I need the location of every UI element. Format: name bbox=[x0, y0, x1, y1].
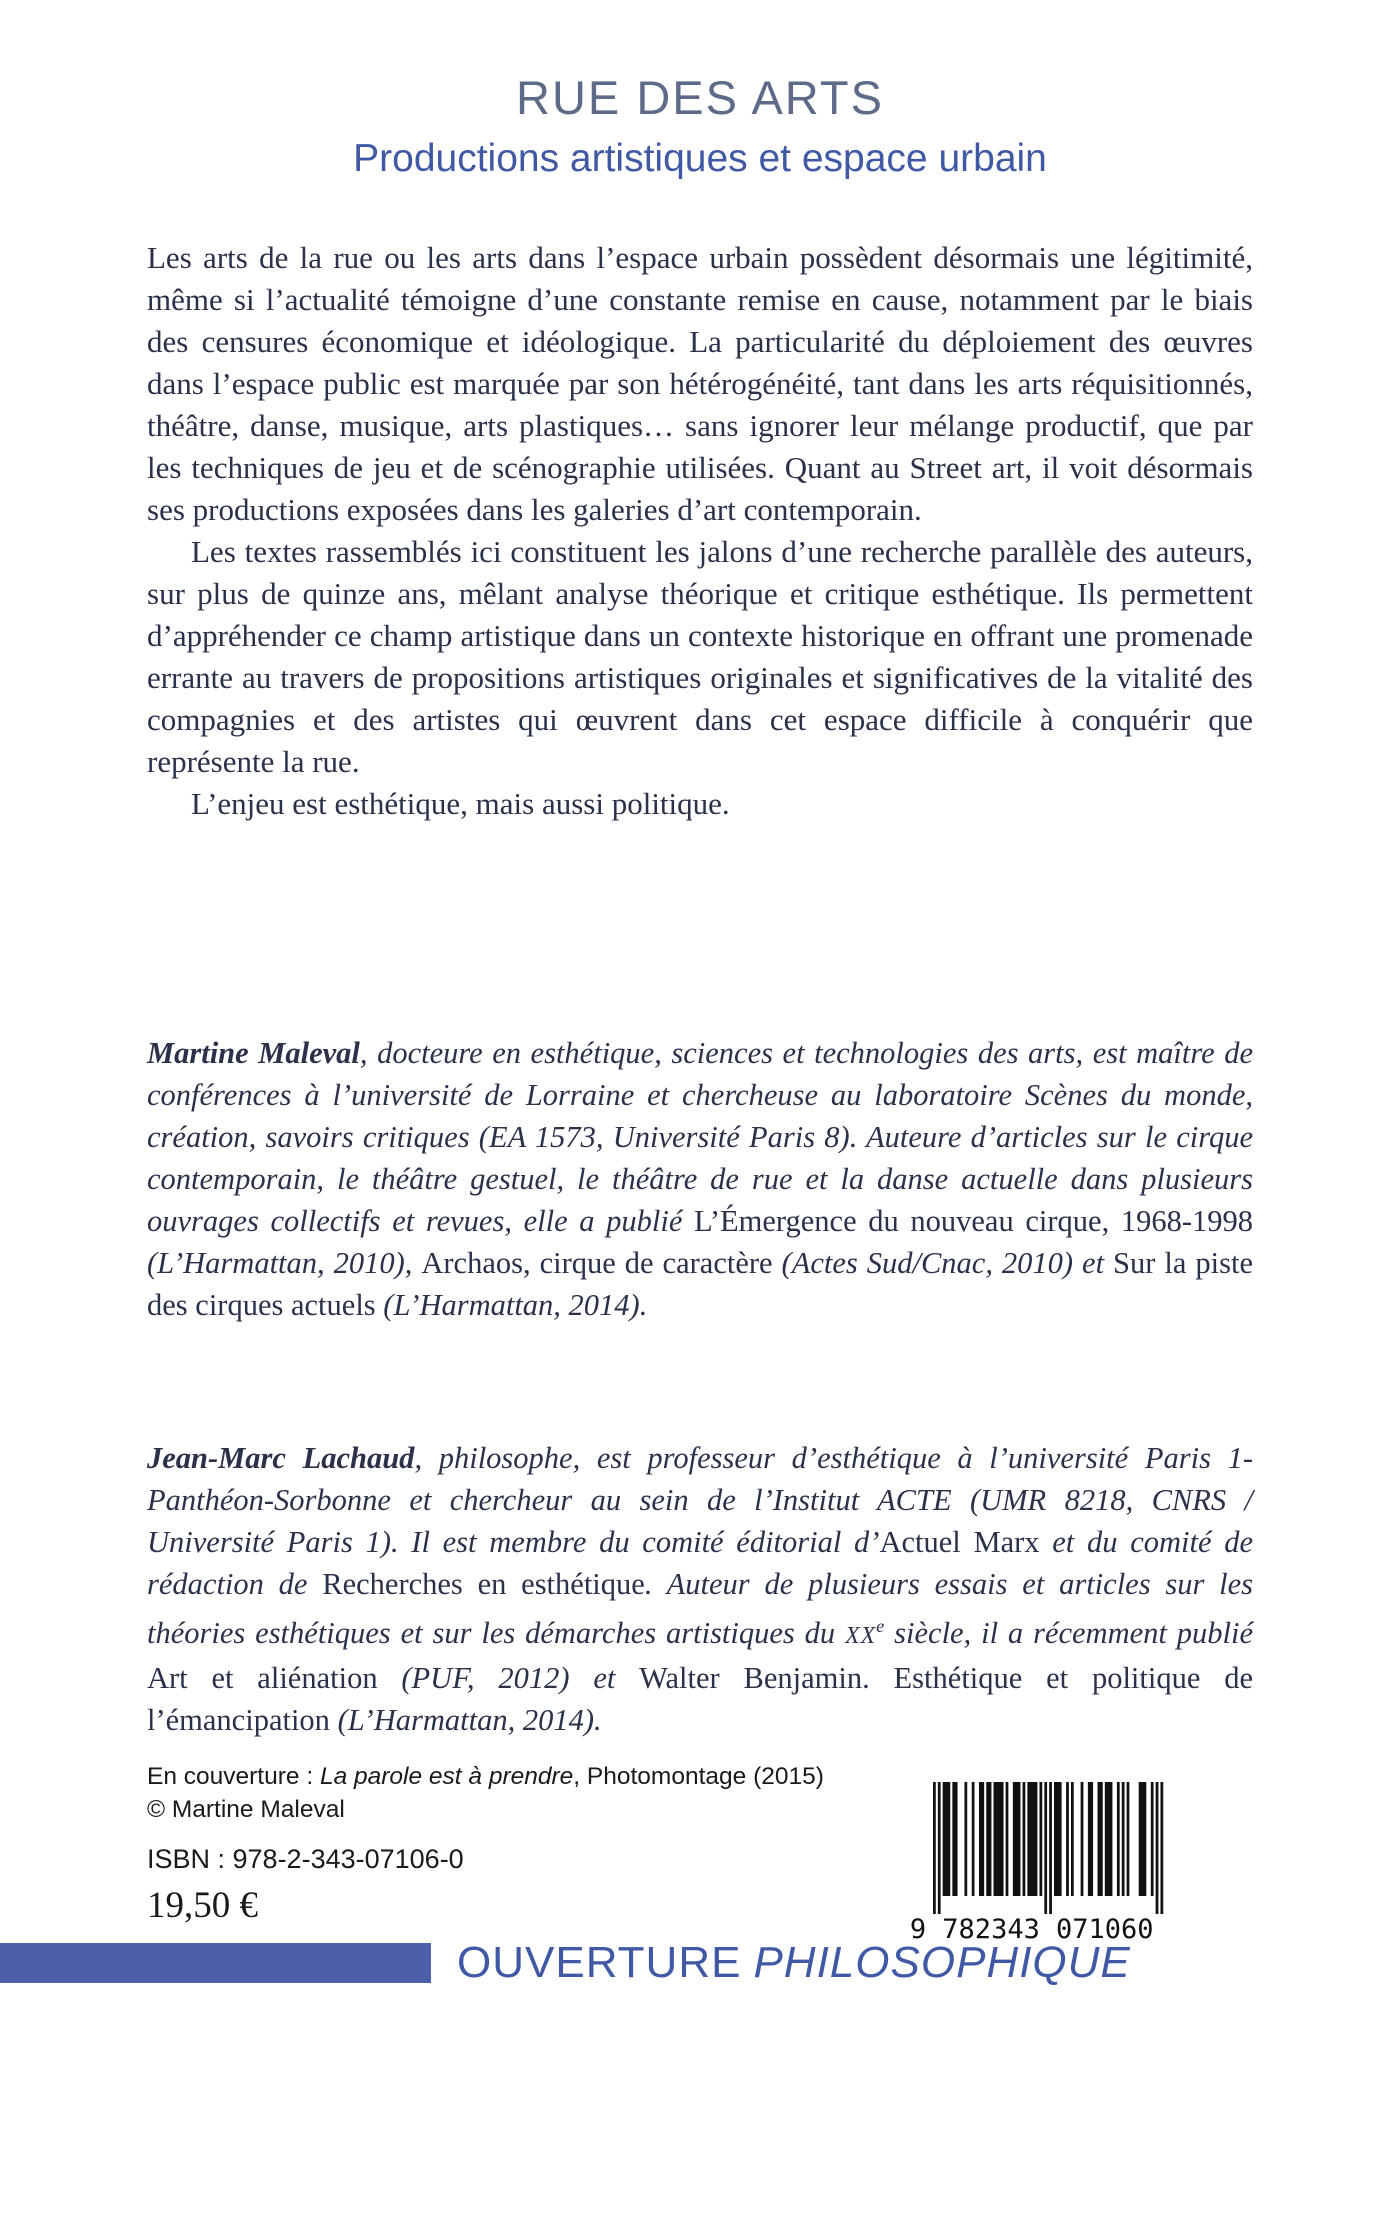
book-subtitle: Productions artistiques et espace urbain bbox=[353, 137, 1047, 180]
collection-name-italic: PHILOSOPHIQUE bbox=[753, 1938, 1131, 1987]
svg-text:9: 9 bbox=[909, 1914, 927, 1944]
synopsis-paragraph-3: L’enjeu est esthétique, mais aussi politique. bbox=[191, 786, 730, 821]
svg-text:782343: 782343 bbox=[942, 1914, 1040, 1944]
collection-footer bbox=[0, 1938, 1400, 1987]
cover-copyright: © Martine Maleval bbox=[147, 1796, 345, 1823]
isbn: ISBN : 978-2-343-07106-0 bbox=[147, 1844, 464, 1874]
book-title: RUE DES ARTS bbox=[516, 71, 884, 124]
synopsis-paragraph-1: Les arts de la rue ou les arts dans l’espace urbain possèdent désormais une légitimité, même si l’actualité témoigne d’une constante remise en cause, notamment par le biais des censures économique et idéologique. La particularité du déploiement des œuvres dans l’espace public est marquée par son hétérogénéité, tant dans les arts réquisitionnés, théâtre, danse, musique, arts plastiques… sans ignorer leur mélange productif, que par les techniques de jeu et de scénographie utilisées. Quant au Street art, il voit désormais ses productions exposées dans les galeries d’art contemporain. bbox=[147, 240, 1253, 527]
barcode-svg bbox=[903, 1782, 1187, 1944]
header bbox=[0, 0, 1400, 181]
cover-credit bbox=[147, 1760, 824, 1826]
collection-name-roman: OUVERTURE bbox=[457, 1938, 742, 1987]
synopsis bbox=[147, 237, 1253, 825]
price: 19,50 € bbox=[147, 1885, 258, 1926]
collection-name bbox=[457, 1938, 1131, 1987]
cover-credit-line: En couverture : La parole est à prendre, Photomontage (2015) bbox=[147, 1763, 824, 1790]
author-bio-maleval: Martine Maleval, docteure en esthétique, sciences et technologies des arts, est maître de conférences à l’université de Lorraine et chercheuse au laboratoire Scènes du monde, création, savoirs critiques (EA 1573, Université Paris 8). Auteure d’articles sur le cirque contemporain, le théâtre gestuel, le théâtre de rue et la danse actuelle dans plusieurs ouvrages collectifs et revues, elle a publié L’Émergence du nouveau cirque, 1968-1998 (L’Harmattan, 2010), Archaos, cirque de caractère (Actes Sud/Cnac, 2010) et Sur la piste des cirques actuels (L’Harmattan, 2014). bbox=[147, 1036, 1253, 1322]
collection-bar-decoration bbox=[0, 1943, 431, 1983]
barcode bbox=[903, 1782, 1187, 1944]
svg-text:071060: 071060 bbox=[1056, 1914, 1154, 1944]
synopsis-paragraph-2: Les textes rassemblés ici constituent les jalons d’une recherche parallèle des auteurs, sur plus de quinze ans, mêlant analyse théorique et critique esthétique. Ils permettent d’appréhender ce champ artistique dans un contexte historique en offrant une promenade errante au travers de propositions artistiques originales et significatives de la vitalité des compagnies et des artistes qui œuvrent dans cet espace difficile à conquérir que représente la rue. bbox=[147, 534, 1253, 779]
author-bio-lachaud: Jean-Marc Lachaud, philosophe, est professeur d’esthétique à l’université Paris 1-Panthéon-Sorbonne et chercheur au sein de l’Institut ACTE (UMR 8218, CNRS / Université Paris 1). Il est membre du comité éditorial d’Actuel Marx et du comité de rédaction de Recherches en esthétique. Auteur de plusieurs essais et articles sur les théories esthétiques et sur les démarches artistiques du XXe siècle, il a récemment publié Art et aliénation (PUF, 2012) et Walter Benjamin. Esthétique et politique de l’émancipation (L’Harmattan, 2014). bbox=[147, 1441, 1254, 1738]
